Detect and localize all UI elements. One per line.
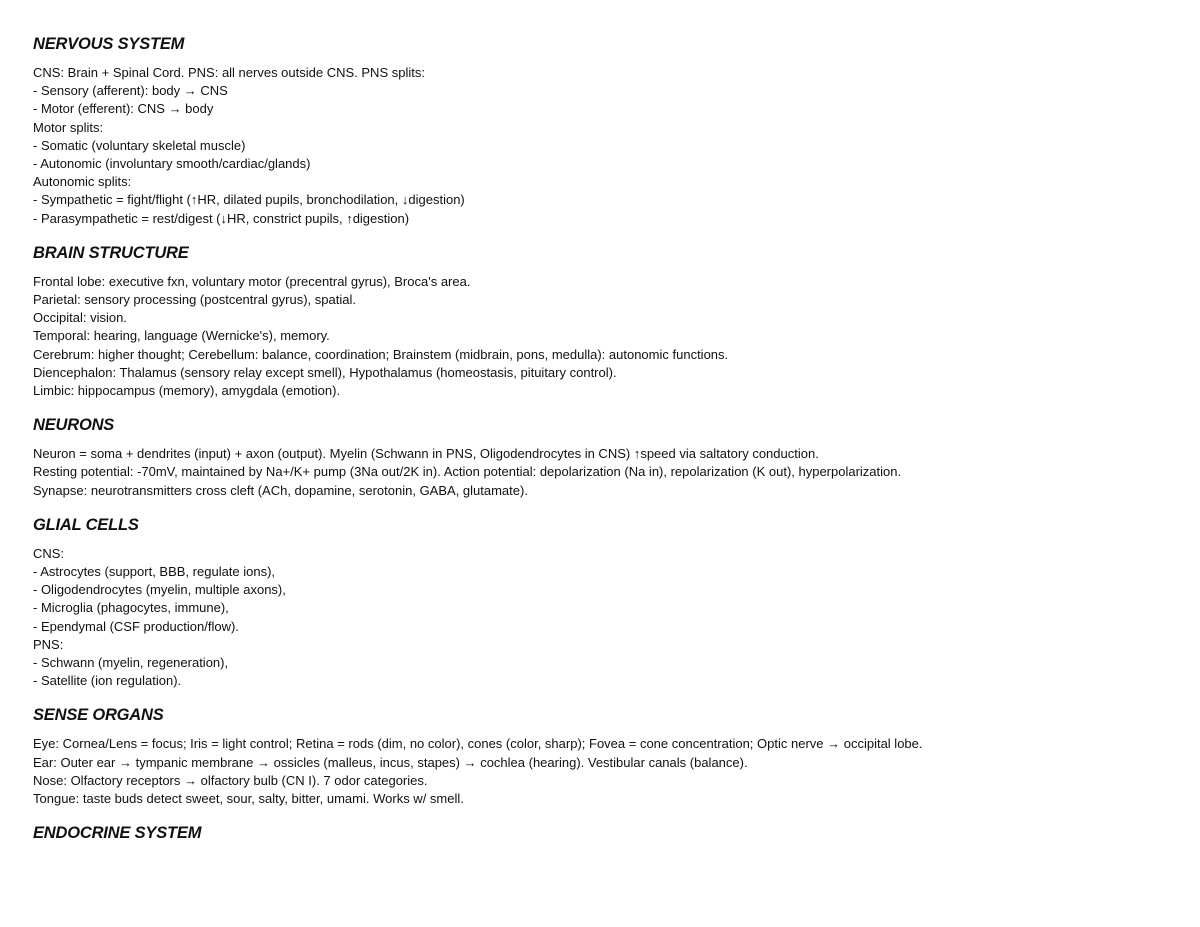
text-line: - Microglia (phagocytes, immune), [33,600,229,616]
section-spacer [33,228,1173,243]
text-line: CNS: Brain + Spinal Cord. PNS: all nerves outside CNS. PNS splits: [33,65,425,80]
text-line: - Ependymal (CSF production/flow). [33,618,239,634]
text-line: - Somatic (voluntary skeletal muscle) [33,137,246,153]
text-line: Diencephalon: Thalamus (sensory relay except smell), Hypothalamus (homeostasis, pituitary control). [33,364,617,380]
section-body [33,545,1173,691]
text-line: - Satellite (ion regulation). [33,673,182,689]
section-spacer [33,400,1173,415]
text-line: - Sensory (afferent): body → CNS [33,83,228,99]
section-sense-organs [33,705,1173,808]
section-heading: NERVOUS SYSTEM [33,35,185,53]
section-body [33,64,1173,228]
text-line: Eye: Cornea/Lens = focus; Iris = light control; Retina = rods (dim, no color), cones (color, sharp); Fovea = cone concentration; Optic nerve → occipital lobe. [33,736,923,752]
text-line: PNS: [33,636,64,652]
section-heading: ENDOCRINE SYSTEM [33,824,202,843]
text-line: - Autonomic (involuntary smooth/cardiac/glands) [33,156,311,172]
text-line: Motor splits: [33,119,104,135]
text-line: Cerebrum: higher thought; Cerebellum: balance, coordination; Brainstem (midbrain, pons, medulla): autonomic functions. [33,346,729,362]
text-line: Autonomic splits: [33,174,132,190]
section-endocrine-system [33,823,1173,843]
text-line: Tongue: taste buds detect sweet, sour, salty, bitter, umami. Works w/ smell. [33,791,464,807]
section-heading: SENSE ORGANS [33,706,164,725]
section-body [33,735,1173,808]
text-line: Synapse: neurotransmitters cross cleft (ACh, dopamine, serotonin, GABA, glutamate). [33,482,528,498]
text-line: Neuron = soma + dendrites (input) + axon (output). Myelin (Schwann in PNS, Oligodendrocytes in CNS) ↑speed via saltatory conduction. [33,446,819,462]
section-neurons [33,415,1173,500]
text-line: Frontal lobe: executive fxn, voluntary motor (precentral gyrus), Broca's area. [33,273,471,289]
section-heading: BRAIN STRUCTURE [33,243,189,262]
section-nervous-system [33,34,1173,228]
section-brain-structure [33,243,1173,400]
text-line: - Astrocytes (support, BBB, regulate ions), [33,564,276,580]
section-glial-cells [33,515,1173,691]
section-spacer [33,690,1173,705]
section-spacer [33,808,1173,823]
text-line: Ear: Outer ear → tympanic membrane → ossicles (malleus, incus, stapes) → cochlea (hearing). Vestibular canals (balance). [33,754,748,770]
text-line: - Oligodendrocytes (myelin, multiple axons), [33,582,286,598]
section-body [33,445,1173,500]
text-line: Occipital: vision. [33,310,127,326]
text-line: - Schwann (myelin, regeneration), [33,655,229,671]
text-line: Parietal: sensory processing (postcentral gyrus), spatial. [33,292,356,308]
text-line: Resting potential: -70mV, maintained by Na+/K+ pump (3Na out/2K in). Action potential: depolarization (Na in), repolarization (K out), hyperpolarization. [33,464,902,480]
section-heading: NEURONS [33,416,115,435]
section-heading: GLIAL CELLS [33,515,139,534]
text-line: Nose: Olfactory receptors → olfactory bulb (CN I). 7 odor categories. [33,772,428,788]
notes-document [33,34,1173,853]
text-line: Limbic: hippocampus (memory), amygdala (emotion). [33,383,341,399]
text-line: - Sympathetic = fight/flight (↑HR, dilated pupils, bronchodilation, ↓digestion) [33,192,465,208]
section-spacer [33,500,1173,515]
text-line: - Motor (efferent): CNS → body [33,101,214,117]
text-line: CNS: [33,545,65,561]
text-line: Temporal: hearing, language (Wernicke's), memory. [33,328,330,344]
text-line: - Parasympathetic = rest/digest (↓HR, constrict pupils, ↑digestion) [33,210,410,226]
section-body [33,273,1173,400]
